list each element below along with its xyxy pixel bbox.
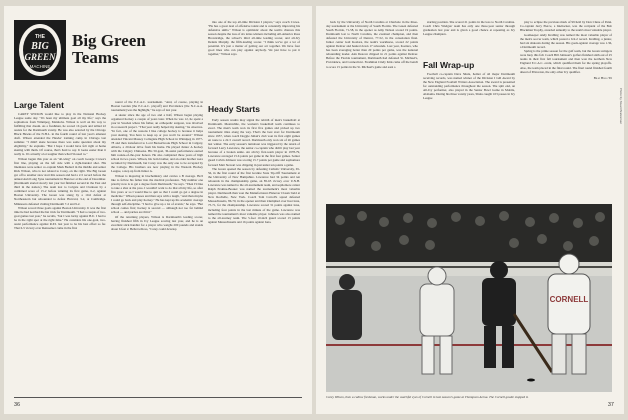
paragraph: Goalkeeper Andy Kralling was named the most valuable player of the men's soccer team, which posted a 6-9-2 record. Kralling, a junior, had six shutouts during the season. His goals-against average was 1.36, a Dartmouth record. [520,32,612,49]
right-col-2-top [423,20,515,60]
paragraph: The Green opened the season by defeating Catholic University, 65-56, in the first round of the first Granite State Tip-Off Tournament at the University of New Hampshire. Lawrence had 34 points and ten rebounds in the championship game, an 85-65 victory over U.N.H. Lawrence was named to the all-tournament team, and sophomore center Ralph Erskine-Booker was named the tournament's most valuable player. Dartmouth then won the Manufacturers Hanover Classic held at New Rochelle, New York. Coach Tom Carroll's squad defeated Massachusetts, 86-70, in the opener and then triumphed over host Iona, 75-71, for the championship. Lawrence scored 31 points against Iona, including four points in the last minute of the game. Lawrence was named the tournament's most valuable player. Johnson was also named to the all-tourney team. The 5-foot 10-inch guard scored 13 points against Massachusetts and 16 points against Iona. [208,167,300,224]
paragraph: back by the University of North Carolina at Charlotte in the three-day tournament at the University of South Florida. The Green defeated South Florida, 71-58, in the opener as Amy Nelson scored 19 points. Dartmouth lost to North Carolina, the eventual champion, and then defeated the University of Denver, 77-52, in the consolation final. Junior center Gail Koziara, the team's workhorse, scored 22 points against Denver and hauled down 17 rebounds. Last year, Koziara, who has been averaging better than 20 points per game, was the national rebounding leader. Ann Deacon chipped in 21 points against Denver. Before the Florida tournament, Dartmouth had defeated St. Michael's, Providence, and Connecticut. Freshman Cindy Kirk came off the bench to score 15 points in the St. Michael's game and earn a [326,20,418,69]
paragraph: Wilson is majoring in biochemistry and carries a B average. He'd like to follow his father into the medical profession. "My number one priority now is to get a degree from Dartmouth," he says. "Then I'd like to take a shot at the pros. I wouldn't want to do that all my life, so after five years or so I would like to quit so that I could go get a degree in medicine." Wilson pauses and then says with a laugh, "And then maybe I could go back and play hockey." He has kept up his academic average through self-discipline. "I had to give up a lot of events," he says. "But school comes first; hockey is second — although not too far behind school — and parties are third." [111,173,203,215]
title-line-2: Teams [72,48,119,67]
heading-large-talent: Large Talent [14,100,64,110]
hockey-photo [326,204,612,392]
left-col-2 [111,100,203,390]
left-col-3-bottom [208,118,300,390]
left-col-1 [14,112,106,390]
photo-credit: Photo by Stuart Bratesman [619,88,623,125]
jersey-lettering: CORNELL [549,295,589,304]
page-number-left: 36 [14,402,21,408]
left-page [4,6,312,414]
svg-text:GREEN: GREEN [24,52,56,62]
paragraph: into one of the top all-time Division I players," says coach Crowe. "He has a great deal of offensive talent and is constantly improving his defensive skills." Wilson is optimistic about the team's chances this season despite the loss of six letter-winners including All-America Ross Brownridge, the school's third all-time leading scorer, and all-Ivy Dennis Murphy, the fifth-leading scorer. "I think we've got a lot of potential. It's just a matter of getting our act together. We have four good lines who can play against anybody. We just have to put it together," Wilson says. [208,20,300,57]
paragraph: Wilson began this year as an "all-wing" on coach George Crowe's first line, playing on the left side with a right-handed shot. His linemates were senior co-captain Mark Bedard in the middle and senior Rick Wilson, who is not related to Carey, on the right. The Big Green got off to another slow start this season and had a 2-5 record before the annual Auld Lang Syne tournament in Hanover at the end of December. (Dartmouth started slowly last year but finished second in the East and third in the nation.) The team lost to Colgate and Clarkson by a combined score of 15-2 before winning its first game, 6-2, against Boston University. The Green was stung by a 10-6 defeat at Northeastern but rebounded to defeat Harvard, 3-2, at Cambridge. Minnesota defeated visiting Dartmouth 7-2 and 9-2. [14,157,106,206]
right-col-1 [326,20,418,198]
right-col-3 [520,20,612,200]
section-title [72,32,146,66]
paragraph: Football co-captain Dave Shula, holder of all major Dartmouth receiving records, was named winner of the Division I Gill Award by the New England Football Writers Association. The award is presented for outstanding performance throughout the season. The split end, an All-Ivy performer, also played in the Senior Bowl Game in Mobile, Alabama. During his three varsity years, Shula caught 103 passes in Ivy League [423,72,515,101]
heading-heady-starts: Heady Starts [208,104,260,114]
page-number-right: 37 [607,402,614,408]
svg-text:MACHINE: MACHINE [29,64,51,69]
left-col-3-top [208,20,300,86]
paragraph: Wilson scored three goals against Boston University. It was the first time he had notched the hat trick for Dartmouth. "I had a couple of two-goal games last year," he recalls, "but I was lucky against B.U. I had to be in the right spot at the right time." He considers his one-goal, two-assist performance against R.P.I. last year to be his best effort so far. That 6-5 victory over Rensselaer came in the first [14,206,106,231]
footer-rule [14,397,302,398]
paragraph: round of the E.C.A.C. tournament. "And, of course, playing in Boston Garden [the E.C.A.C. playoff] and Providence [the N.C.A.A. tournament] was the highlight," he says of last year. [111,100,203,113]
paragraph: A skater since the age of two and a half, Wilson began playing organized hockey a couple of years later. When he was 12, he spent a year in Sweden where his father, an orthopedic surgeon, was involved in a research project. "That year really helped my skating," he observes. "In fact, one of the reasons I like college hockey is because it helps your skating. You have to keep up or you won't be around." Wilson attended Vincent Massey Collegiate High School in Winnipeg in 1977-78 and then transferred to Lord Beaverbrook High School in Calgary, Alberta, a 20-hour drive from his home. He played Junior A hockey with the Calgary Chinooks. His 50-goal, 36-assist performance earned him rookie-of-the-year honors. He also completed three years of high school in two years. Wilson, his twin brother, and an older brother were recruited by Dartmouth, but Carey was the only one to be accepted by the College. His brothers are now playing in the Western Hockey League, a step up from Junior A. [111,112,203,174]
author-signoff: Brad Hills '65 [593,75,612,80]
paragraph: play to eclipse the previous mark of 99 held by Don Clune of Penn. Co-captain Jerry Pierce, a linebacker, was the recipient of the Bob Blackman Trophy, awarded annually to the team's most valuable player. [520,20,612,33]
svg-text:THE: THE [35,34,45,40]
title-line-1: Big Green [72,31,146,50]
svg-text:BIG: BIG [31,41,49,52]
right-page [316,6,624,414]
photo-caption: Carey Wilson, then a callow freshman, works under the watchful eyes of Cornell in last season's game at Thompson Arena. The Cornell goalie stopped it. [326,395,529,399]
heading-fall-wrap-up: Fall Wrap-up [423,60,475,70]
paragraph: CAREY WILSON would like to play in the National Hockey League some day. "It's been my ultimate goal all my life," says the sophomore from Winnipeg, Manitoba. Wilson is well on his way to fulfilling that dream. As a freshman, he scored 16 goals and tallied 22 assists for the Dartmouth varsity. He was also selected by the Chicago Black Hawks of the N.H.L. in the fourth round of last year's amateur draft. Wilson attended the Hawks' training camp in Chicago last summer. "I didn't skate because there was some question about my eligibility," he explains. "But I hope I would have felt right at home skating with them. Of course, that's hard to say. It looks easier than it really is. It's actually a lot tougher than what I'm used to." [14,112,106,157]
paragraph: starting position. She scored 21 points in the loss to North Carolina. Coach Chris Wielgus' team has only one three-year senior through graduation last year and is given a good chance at repeating as Ivy League champion. [423,20,515,37]
paragraph: Of the returning players, Wilson is Dartmouth's leading scorer, having finished fifth in Ivy League scoring last year, and he is an excellent stick handler for a player who weighs 200 pounds and stands about 6 feet 2. Bellet tells us, "Carey could develop [111,214,203,231]
big-green-logo [14,20,66,80]
paragraph: Early season results may signal the rebirth of men's basketball at Dartmouth. Meanwhile, the women's basketball team continues to excel. The men's team won its first five games and picked up two tournament titles along the way. That's the best start for Dartmouth since 1957, when coach Doggie Julian's club won its first eight games en route to a 22-5 overall record. Dartmouth only won six of 26 games last winter. The early season's turnabout was triggered by the return of forward Larry Lawrence, the senior co-captain who didn't play last year because of a broken ankle. An all-Ivy first-team player in 1978-79, Lawrence averaged 15.6 points per game in the first four games. Senior guard Calvin Johnson was scoring 15.7 points per game and sophomore forward Matt Stewart was chipping in just under ten points a game. [208,118,300,167]
right-col-2-bottom [423,72,515,198]
paragraph: Spring is the prime season for the golf team, but the Green swingers were busy this fall. Coach Bill Johnson's golfers finished sixth out of 25 teams in their first fall tournament and then won the northern New England E.C.A.C. event, which qualified them for the spring playoffs. Also, the team placed in the final round. The final round finished fourth ahead of Princeton, the only other Ivy qualifier. [520,49,612,74]
